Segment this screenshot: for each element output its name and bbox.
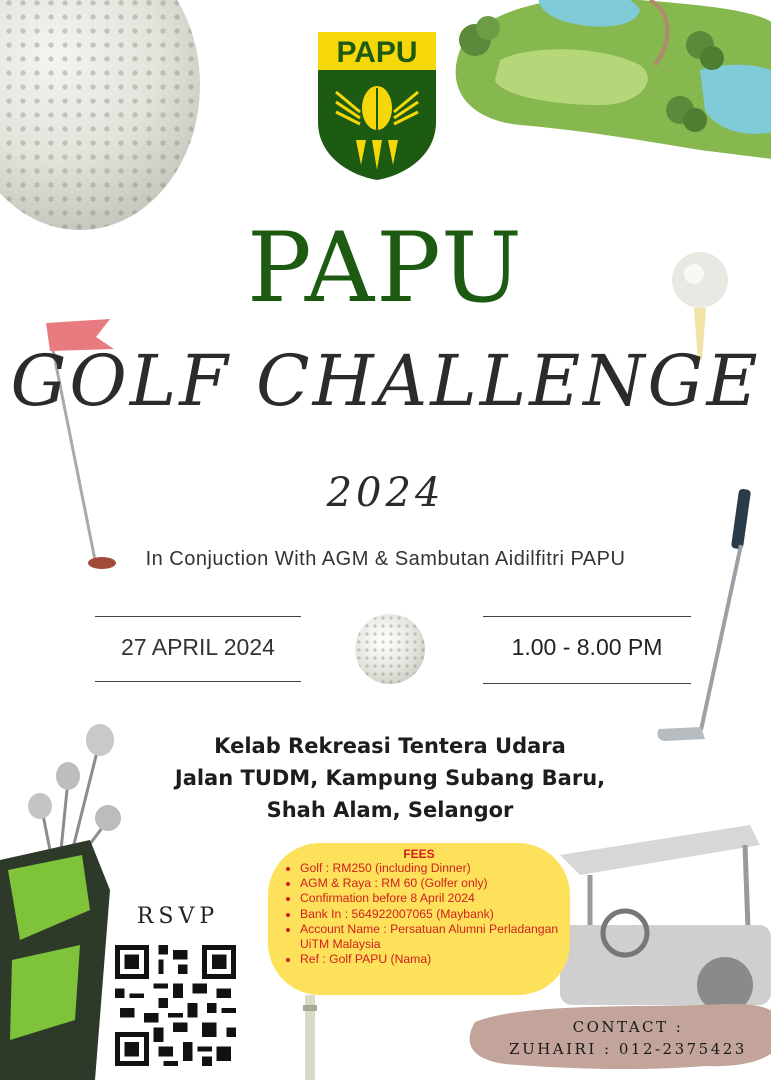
event-date: 27 APRIL 2024	[121, 634, 275, 660]
golf-tee-post-illustration	[297, 995, 323, 1080]
fees-list	[286, 861, 562, 967]
event-time: 1.00 - 8.00 PM	[511, 634, 663, 660]
divider	[483, 616, 691, 617]
qr-code-icon[interactable]	[115, 945, 236, 1066]
golf-ball-icon	[355, 614, 425, 684]
divider	[483, 683, 691, 684]
event-title: GOLF CHALLENGE	[10, 340, 761, 422]
divider	[95, 681, 301, 682]
venue-line: Kelab Rekreasi Tentera Udara	[214, 734, 566, 758]
venue-line: Jalan TUDM, Kampung Subang Baru,	[174, 766, 606, 790]
fees-title: FEES	[403, 847, 435, 861]
event-subtitle: In Conjuction With AGM & Sambutan Aidilfitri PAPU	[145, 548, 626, 570]
golf-course-illustration	[440, 0, 771, 160]
venue-address	[100, 730, 680, 826]
svg-text:PAPU: PAPU	[336, 36, 418, 69]
fees-panel	[268, 843, 570, 995]
golf-ball-illustration	[0, 0, 200, 230]
contact-person: ZUHAIRI : 012-2375423	[509, 1040, 747, 1058]
fees-item: • AGM & Raya : RM 60 (Golfer only)	[300, 876, 562, 891]
golf-club-illustration	[655, 485, 770, 750]
venue-line: Shah Alam, Selangor	[266, 798, 514, 822]
divider	[95, 616, 301, 617]
fees-item: • Bank In : 564922007065 (Maybank)	[300, 907, 562, 922]
event-year: 2024	[326, 470, 445, 516]
fees-item: • Confirmation before 8 April 2024	[300, 891, 562, 906]
fees-item: • Golf : RM250 (including Dinner)	[300, 861, 562, 876]
rsvp-label: RSVP	[136, 904, 220, 929]
contact-heading: CONTACT :	[572, 1018, 684, 1036]
fees-item: • Account Name : Persatuan Alumni Perladangan UiTM Malaysia	[300, 922, 562, 952]
headline-papu: PAPU	[247, 212, 524, 324]
contact-info	[490, 1016, 766, 1060]
papu-logo	[316, 30, 438, 182]
fees-item: • Ref : Golf PAPU (Nama)	[300, 952, 562, 967]
